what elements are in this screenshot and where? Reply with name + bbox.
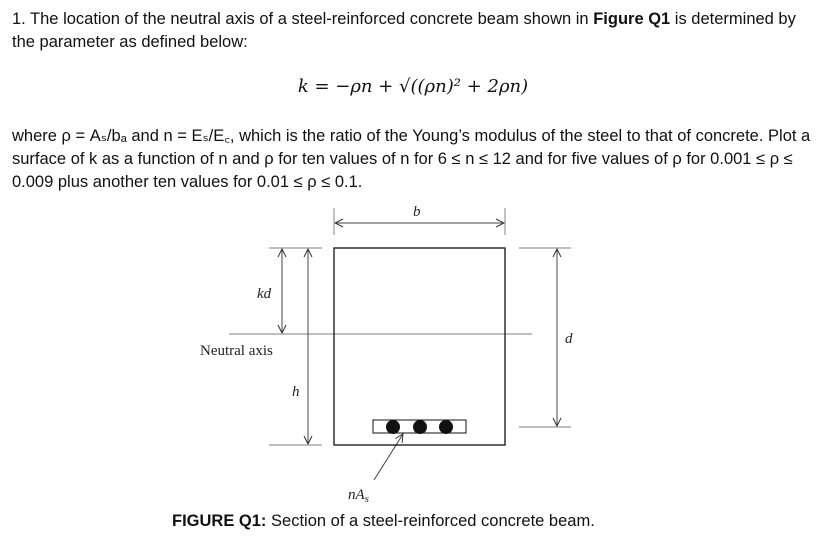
rebar-3 <box>439 420 453 434</box>
label-b: b <box>413 204 421 220</box>
caption-text: Section of a steel-reinforced concrete beam. <box>266 512 595 530</box>
question-body: where ρ = Aₛ/bₐ and n = Eₛ/E꜀, which is the ratio of the Young’s modulus of the steel to that of concrete. Plot a surface of k as a function of n and ρ for ten values of n for 6 ≤ n ≤ 12 and for five values of ρ for 0.001 ≤ ρ ≤ 0.009 plus another ten values for 0.01 ≤ ρ ≤ 0.1. <box>12 127 811 191</box>
rebar-1 <box>386 420 400 434</box>
label-d: d <box>565 331 573 347</box>
figure-reference: Figure Q1 <box>593 10 671 28</box>
figure-caption <box>172 512 595 531</box>
label-kd: kd <box>257 286 272 302</box>
intro-text-2: is determined by the parameter as defined below: <box>12 10 796 51</box>
k-formula: k = −ρn + √((ρn)² + 2ρn) <box>297 76 529 97</box>
label-neutral-axis: Neutral axis <box>200 343 273 359</box>
beam-section-rect <box>334 248 505 445</box>
intro-text: 1. The location of the neutral axis of a steel-reinforced concrete beam shown in <box>12 10 594 28</box>
nAs-leader-arrow <box>374 434 403 480</box>
rebar-2 <box>413 420 427 434</box>
label-h: h <box>292 384 300 400</box>
caption-label: FIGURE Q1: <box>172 512 267 530</box>
label-nAs: $nA_s$ <box>348 487 369 505</box>
